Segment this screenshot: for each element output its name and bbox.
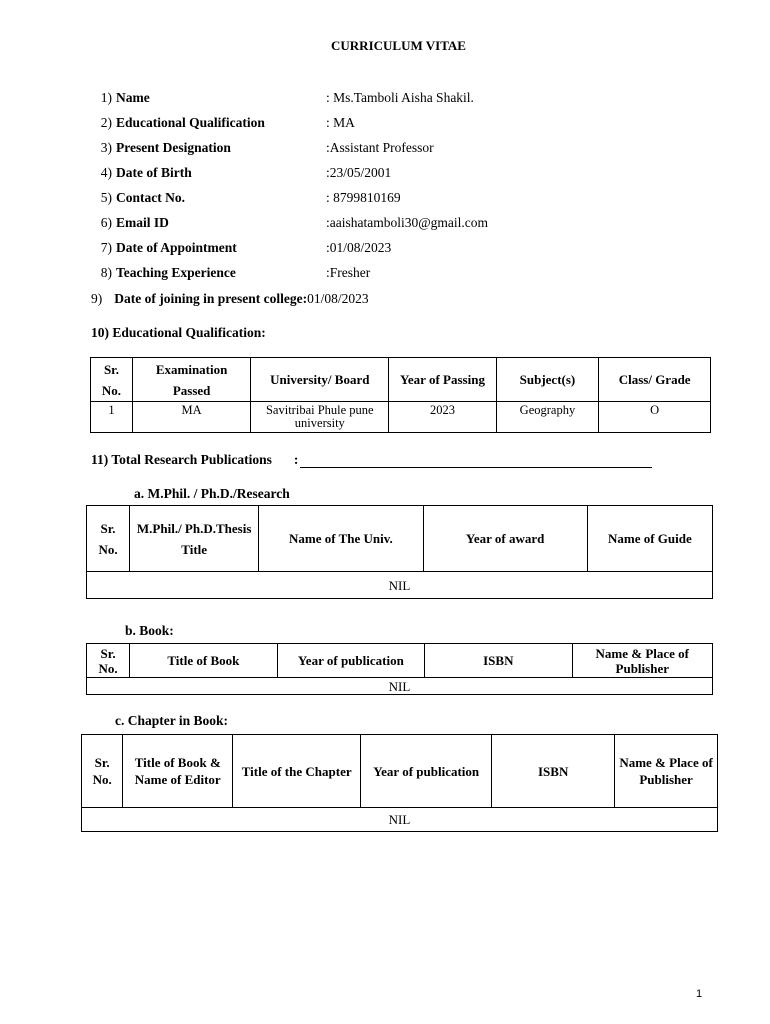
cell-sr-no: 1 <box>91 402 133 433</box>
col-isbn: ISBN <box>425 644 572 678</box>
col-publisher: Name & Place of Publisher <box>572 644 712 678</box>
col-university: Name of The Univ. <box>259 506 423 572</box>
field-number: 5) <box>100 190 112 205</box>
field-contact <box>0 190 770 210</box>
col-book-title: Title of Book <box>130 644 277 678</box>
field-appointment <box>0 240 770 260</box>
field-number: 6) <box>100 215 112 230</box>
field-email <box>0 215 770 235</box>
book-heading: b. Book: <box>125 623 174 638</box>
field-value: : 8799810169 <box>326 190 401 205</box>
field-label: Date of joining in present college: <box>114 291 308 306</box>
page-number: 1 <box>696 988 703 1000</box>
cell-grade: O <box>599 402 711 433</box>
field-label: Name <box>116 90 150 105</box>
col-isbn: ISBN <box>492 735 615 808</box>
field-number: 8) <box>100 265 112 280</box>
col-chapter-title: Title of the Chapter <box>233 735 361 808</box>
field-name <box>0 90 770 110</box>
research-colon: : <box>293 452 299 467</box>
field-dob <box>0 165 770 185</box>
col-year-pub: Year of publication <box>361 735 492 808</box>
col-book-editor: Title of Book & Name of Editor <box>123 735 233 808</box>
field-label: Contact No. <box>116 190 185 205</box>
col-publisher: Name & Place of Publisher <box>615 735 718 808</box>
cell-year: 2023 <box>389 402 496 433</box>
table-header-row <box>82 735 718 808</box>
cell-university: Savitribai Phule pune university <box>251 402 389 433</box>
col-university: University/ Board <box>251 358 389 402</box>
field-number: 9) <box>91 291 103 306</box>
table-header-row <box>87 644 713 678</box>
field-designation <box>0 140 770 160</box>
col-sr-no: Sr. No. <box>87 644 130 678</box>
cv-title: CURRICULUM VITAE <box>331 38 466 53</box>
education-heading: 10) Educational Qualification: <box>91 325 266 340</box>
field-number: 3) <box>100 140 112 155</box>
table-row <box>91 402 711 433</box>
col-year-award: Year of award <box>423 506 587 572</box>
research-label: 11) Total Research Publications <box>91 452 272 467</box>
col-grade: Class/ Grade <box>599 358 711 402</box>
table-row <box>82 808 718 832</box>
col-year-pub: Year of publication <box>277 644 424 678</box>
table-header-row <box>91 358 711 402</box>
field-education <box>0 115 770 135</box>
col-exam: Examination Passed <box>132 358 250 402</box>
cell-subject: Geography <box>496 402 599 433</box>
field-label: Present Designation <box>116 140 231 155</box>
blank-line <box>300 453 652 468</box>
field-value: 01/08/2023 <box>307 291 369 306</box>
col-sr-no: Sr. No. <box>91 358 133 402</box>
chapter-heading: c. Chapter in Book: <box>115 713 229 728</box>
cell-exam: MA <box>132 402 250 433</box>
table-header-row <box>87 506 713 572</box>
nil-cell: NIL <box>87 572 713 599</box>
nil-cell: NIL <box>82 808 718 832</box>
col-guide: Name of Guide <box>587 506 712 572</box>
table-row <box>87 572 713 599</box>
field-number: 2) <box>100 115 112 130</box>
col-year: Year of Passing <box>389 358 496 402</box>
field-number: 1) <box>100 90 112 105</box>
field-label: Date of Birth <box>116 165 192 180</box>
mphil-table <box>86 505 713 599</box>
nil-cell: NIL <box>87 678 713 695</box>
field-label: Date of Appointment <box>116 240 237 255</box>
field-value: : Ms.Tamboli Aisha Shakil. <box>326 90 474 105</box>
field-value: :01/08/2023 <box>326 240 392 255</box>
field-value: :Fresher <box>326 265 371 280</box>
col-sr-no: Sr. No. <box>82 735 123 808</box>
mphil-heading: a. M.Phil. / Ph.D./Research <box>134 486 290 501</box>
field-value: :Assistant Professor <box>326 140 434 155</box>
field-number: 7) <box>100 240 112 255</box>
field-number: 4) <box>100 165 112 180</box>
table-row <box>87 678 713 695</box>
col-thesis-title: M.Phil./ Ph.D.Thesis Title <box>130 506 259 572</box>
field-label: Educational Qualification <box>116 115 265 130</box>
col-subject: Subject(s) <box>496 358 599 402</box>
field-value: : MA <box>326 115 355 130</box>
chapter-table <box>81 734 718 832</box>
research-heading <box>91 452 652 468</box>
col-sr-no: Sr. No. <box>87 506 130 572</box>
book-table <box>86 643 713 695</box>
field-label: Email ID <box>116 215 169 230</box>
field-value: :aaishatamboli30@gmail.com <box>326 215 489 230</box>
field-joining <box>91 291 369 311</box>
field-label: Teaching Experience <box>116 265 236 280</box>
field-value: :23/05/2001 <box>326 165 392 180</box>
field-experience <box>0 265 770 285</box>
education-table <box>90 357 711 433</box>
